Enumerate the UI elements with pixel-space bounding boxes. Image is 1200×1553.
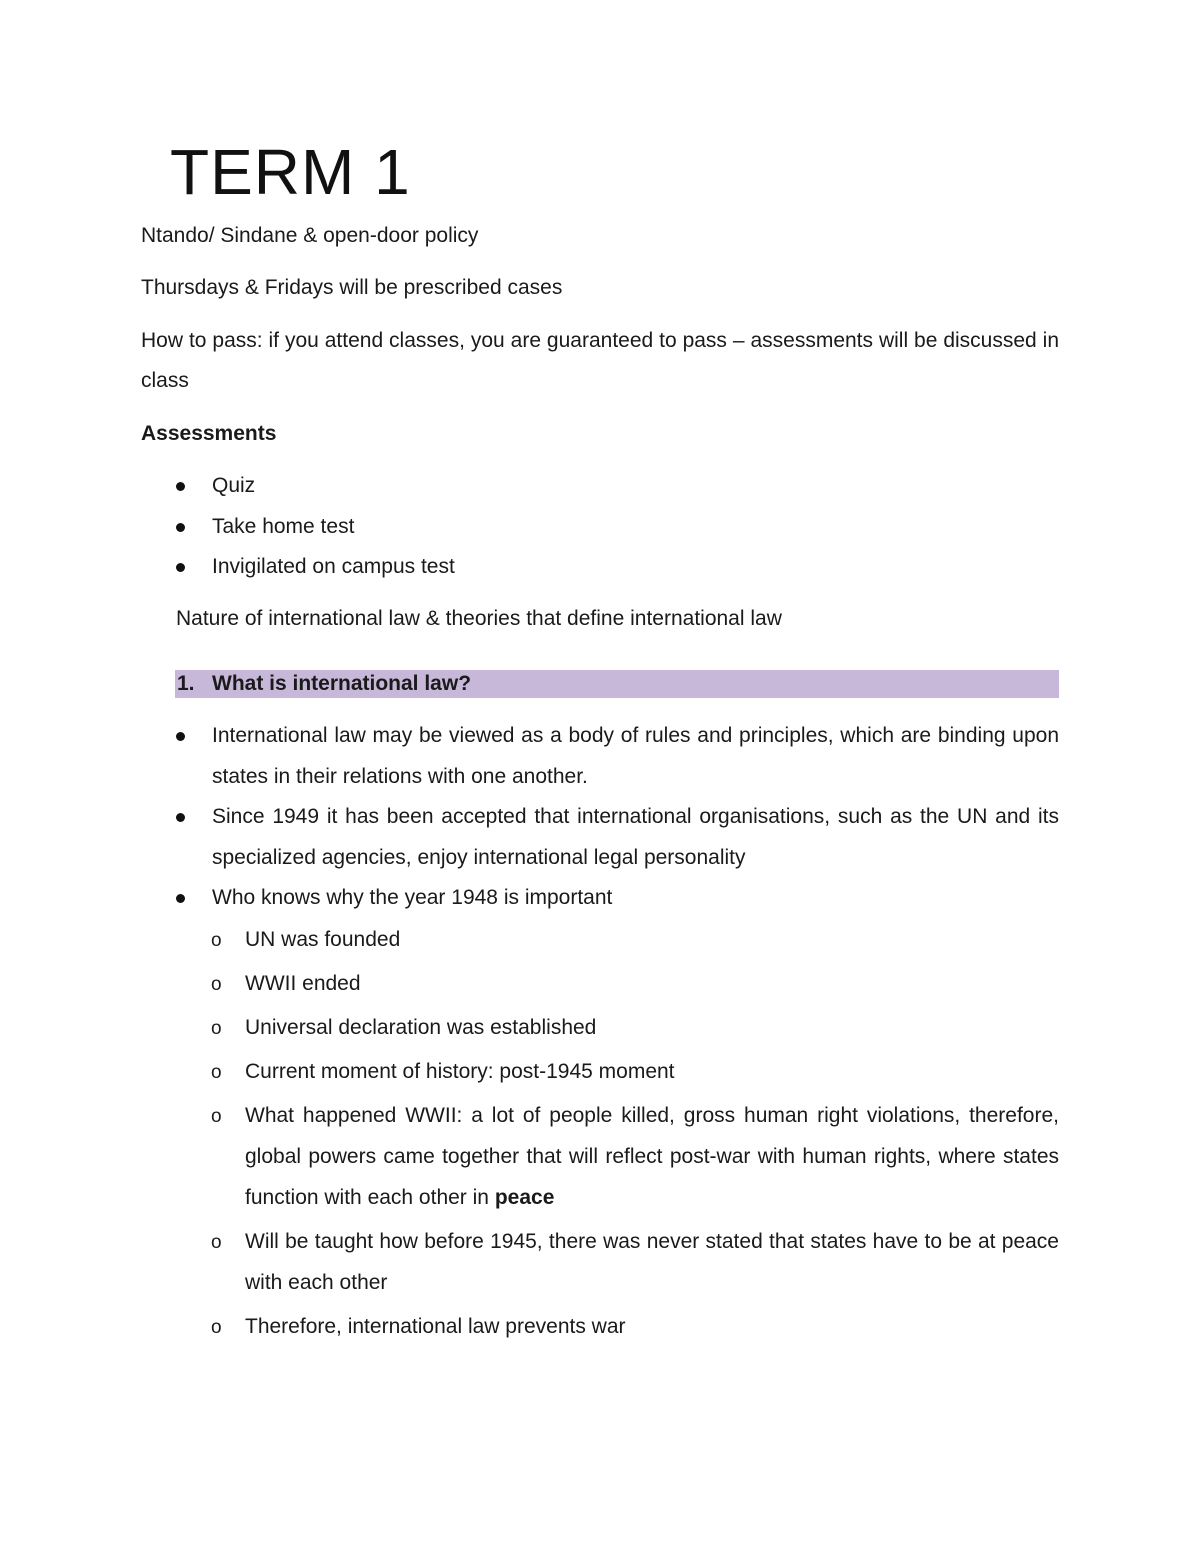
bullet-icon	[176, 894, 185, 903]
circle-bullet-icon: o	[211, 1232, 222, 1253]
section-bullets	[141, 716, 1059, 919]
assessments-list	[141, 466, 1059, 588]
bullet-icon	[176, 523, 185, 532]
circle-bullet-icon: o	[211, 974, 222, 995]
page-title: TERM 1	[170, 136, 411, 208]
list-item: o WWII ended	[141, 963, 1059, 1004]
circle-bullet-icon: o	[211, 1317, 222, 1338]
sub-bullets	[141, 919, 1059, 1350]
circle-bullet-icon: o	[211, 1018, 222, 1039]
list-item: o UN was founded	[141, 919, 1059, 960]
assessments-heading: Assessments	[141, 422, 277, 445]
bullet-icon	[176, 813, 185, 822]
list-item: o Universal declaration was established	[141, 1007, 1059, 1048]
schedule-line: Thursdays & Fridays will be prescribed cases	[141, 276, 563, 299]
circle-bullet-icon: o	[211, 1106, 222, 1127]
list-item: Who knows why the year 1948 is important	[141, 878, 1059, 919]
list-item: Take home test	[141, 507, 1059, 548]
how-to-pass-paragraph: How to pass: if you attend classes, you are guaranteed to pass – assessments will be discussed in class	[141, 329, 1059, 392]
bullet-icon	[176, 732, 185, 741]
circle-bullet-icon: o	[211, 930, 222, 951]
bold-emphasis: peace	[494, 1186, 555, 1209]
bullet-icon	[176, 563, 185, 572]
circle-bullet-icon: o	[211, 1062, 222, 1083]
list-item: o What happened WWII: a lot of people killed, gross human right violations, therefore, global powers came together that will reflect post-war with human rights, where states function with each other in peace	[141, 1095, 1059, 1218]
section-number: 1.	[177, 672, 195, 695]
lecturers-line: Ntando/ Sindane & open-door policy	[141, 224, 479, 247]
section-heading	[177, 669, 471, 699]
list-item: Since 1949 it has been accepted that international organisations, such as the UN and its specialized agencies, enjoy international legal personality	[141, 797, 1059, 878]
list-item: o Therefore, international law prevents war	[141, 1306, 1059, 1347]
list-item: Quiz	[141, 466, 1059, 507]
section-title-text: What is international law?	[212, 672, 472, 695]
list-item: Invigilated on campus test	[141, 547, 1059, 588]
list-item: o Will be taught how before 1945, there was never stated that states have to be at peace with each other	[141, 1221, 1059, 1303]
list-item: International law may be viewed as a body of rules and principles, which are binding upon states in their relations with one another.	[141, 716, 1059, 797]
nature-line: Nature of international law & theories that define international law	[176, 607, 782, 630]
bullet-icon	[176, 482, 185, 491]
list-item: o Current moment of history: post-1945 moment	[141, 1051, 1059, 1092]
